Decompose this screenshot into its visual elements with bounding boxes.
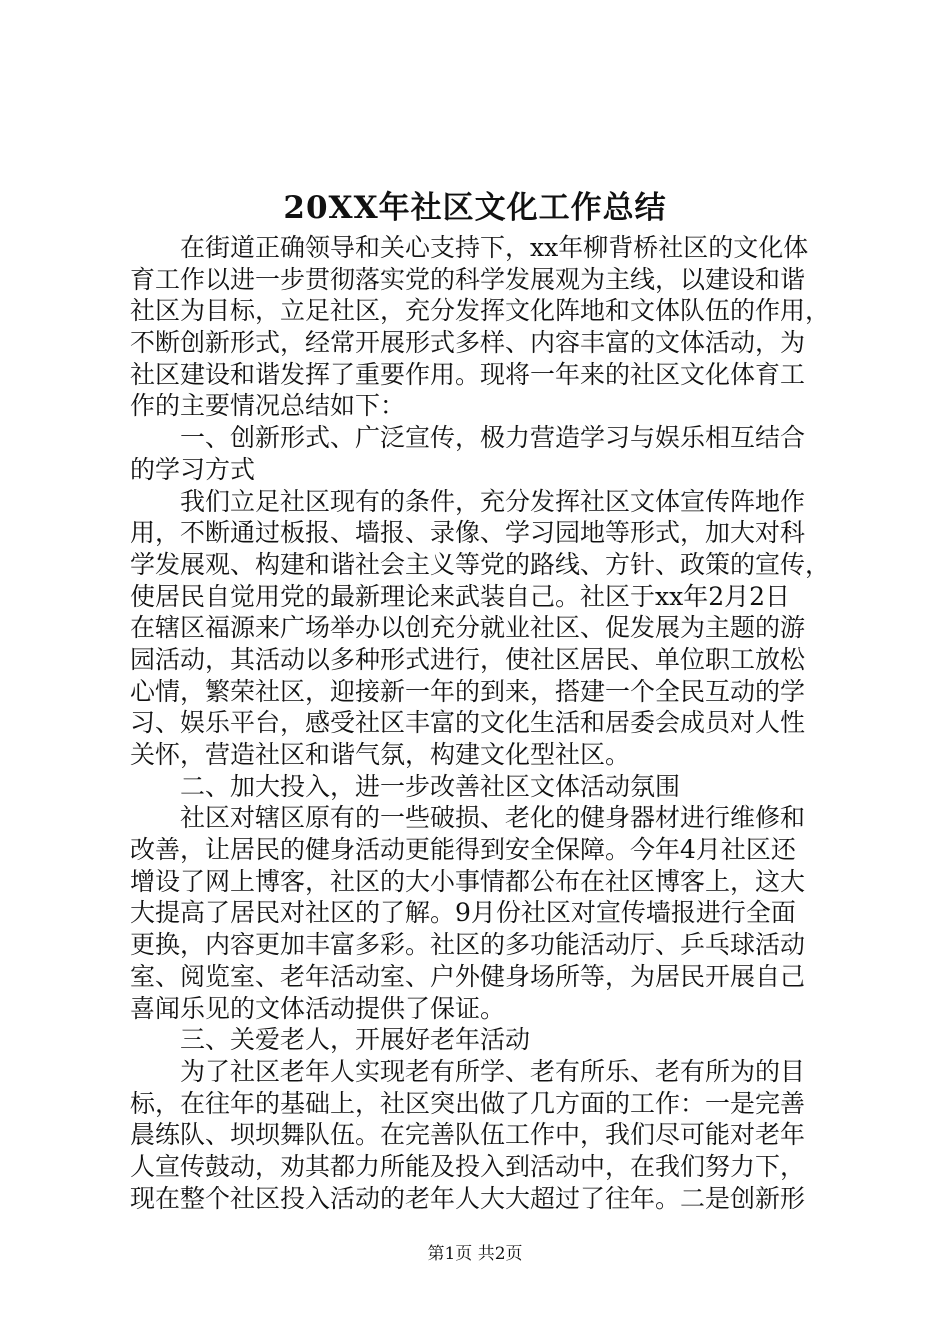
- text-line: 标，在往年的基础上，社区突出做了几方面的工作：一是完善: [130, 1088, 806, 1118]
- text-line: 二、加大投入，进一步改善社区文体活动氛围: [130, 771, 681, 801]
- text-line: 晨练队、坝坝舞队伍。在完善队伍工作中，我们尽可能对老年: [130, 1120, 806, 1150]
- page-footer: 第1页 共2页: [427, 1244, 523, 1264]
- text-line: 改善，让居民的健身活动更能得到安全保障。今年4月社区还: [130, 835, 796, 865]
- text-line: 现在整个社区投入活动的老年人大大超过了往年。二是创新形: [130, 1183, 806, 1213]
- text-line: 习、娱乐平台，感受社区丰富的文化生活和居委会成员对人性: [130, 708, 806, 738]
- text-line: 为了社区老年人实现老有所学、老有所乐、老有所为的目: [130, 1056, 806, 1086]
- text-line: 使居民自觉用党的最新理论来武装自己。社区于xx年2月2日: [130, 581, 791, 611]
- text-line: 更换，内容更加丰富多彩。社区的多功能活动厅、乒乓球活动: [130, 930, 806, 960]
- document-title: 20XX年社区文化工作总结: [283, 190, 667, 226]
- text-line: 在辖区福源来广场举办以创充分就业社区、促发展为主题的游: [130, 613, 806, 643]
- text-line: 育工作以进一步贯彻落实党的科学发展观为主线，以建设和谐: [130, 264, 806, 294]
- text-line: 室、阅览室、老年活动室、户外健身场所等，为居民开展自己: [130, 961, 806, 991]
- text-line: 园活动，其活动以多种形式进行，使社区居民、单位职工放松: [130, 644, 806, 674]
- text-line: 大提高了居民对社区的了解。9月份社区对宣传墙报进行全面: [130, 898, 796, 928]
- text-line: 作的主要情况总结如下：: [130, 391, 406, 421]
- text-line: 心情，繁荣社区，迎接新一年的到来，搭建一个全民互动的学: [130, 676, 806, 706]
- text-line: 人宣传鼓动，劝其都力所能及投入到活动中，在我们努力下，: [130, 1151, 806, 1181]
- text-line: 我们立足社区现有的条件，充分发挥社区文体宣传阵地作: [130, 486, 806, 516]
- text-line: 社区建设和谐发挥了重要作用。现将一年来的社区文化体育工: [130, 359, 806, 389]
- text-line: 的学习方式: [130, 454, 256, 484]
- document-body: [130, 232, 830, 1214]
- text-line: 关怀，营造社区和谐气氛，构建文化型社区。: [130, 740, 631, 769]
- text-line: 不断创新形式，经常开展形式多样、内容丰富的文体活动，为: [130, 328, 806, 358]
- text-line: 在街道正确领导和关心支持下，xx年柳背桥社区的文化体: [130, 233, 809, 262]
- text-line: 社区为目标，立足社区，充分发挥文化阵地和文体队伍的作用，: [130, 296, 830, 326]
- text-line: 一、创新形式、广泛宣传，极力营造学习与娱乐相互结合: [130, 423, 806, 453]
- text-line: 学发展观、构建和谐社会主义等党的路线、方针、政策的宣传，: [130, 549, 830, 579]
- text-line: 社区对辖区原有的一些破损、老化的健身器材进行维修和: [130, 803, 806, 833]
- text-line: 用，不断通过板报、墙报、录像、学习园地等形式，加大对科: [130, 518, 806, 548]
- text-line: 喜闻乐见的文体活动提供了保证。: [130, 993, 506, 1023]
- text-line: 增设了网上博客，社区的大小事情都公布在社区博客上，这大: [130, 866, 806, 896]
- text-line: 三、关爱老人，开展好老年活动: [130, 1025, 531, 1055]
